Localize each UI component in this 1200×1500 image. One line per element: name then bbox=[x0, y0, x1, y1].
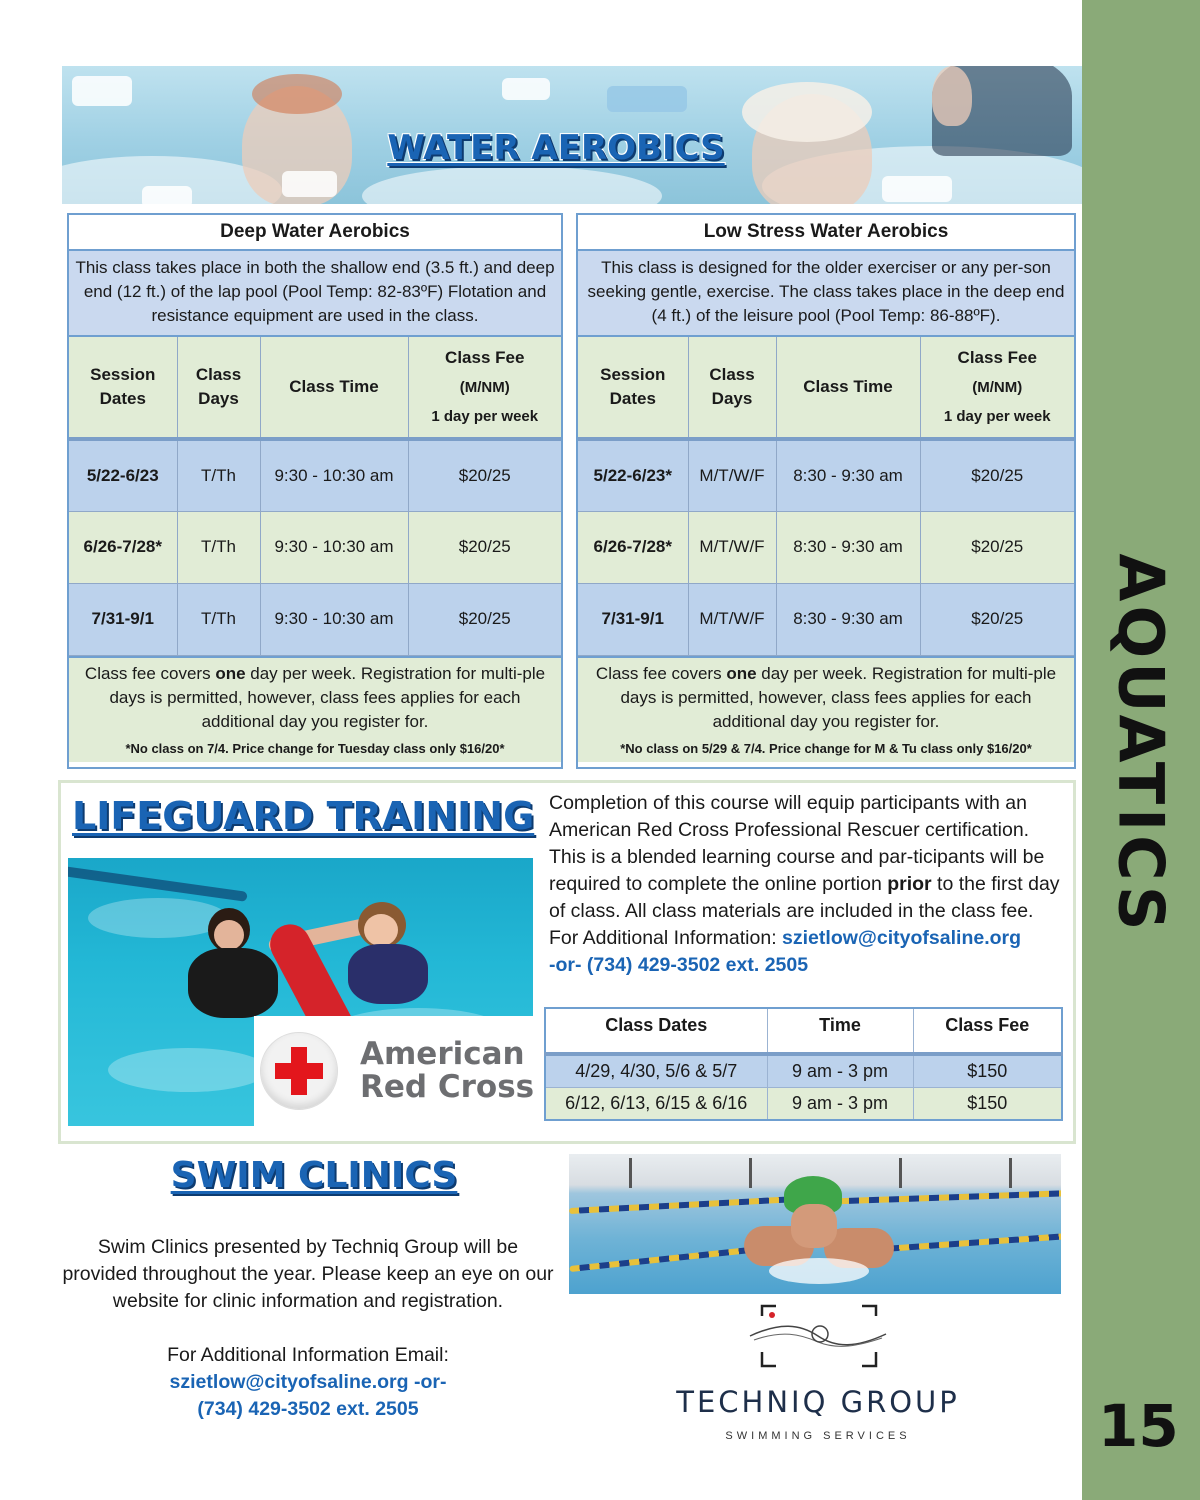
swim-clinics-email-link[interactable]: szietlow@cityofsaline.org -or- bbox=[169, 1371, 447, 1393]
table-row bbox=[578, 439, 1074, 511]
panel-footer: Class fee covers one day per week. Registration for multi-ple days is permitted, however, class fees applies for each additional day you register for. *No class on 7/4. Price change for Tuesday class only $16/20* bbox=[69, 656, 561, 762]
lifeguard-email-link[interactable]: szietlow@cityofsaline.org bbox=[782, 927, 1022, 949]
swimmer-photo bbox=[569, 1154, 1061, 1294]
class-fee: $20/25 bbox=[408, 439, 561, 511]
swim-clinics-description: Swim Clinics presented by Techniq Group will be provided throughout the year. Please keep an eye on our website for clinic information and registration. bbox=[62, 1236, 554, 1312]
class-time: 9:30 - 10:30 am bbox=[260, 439, 408, 511]
class-days: M/T/W/F bbox=[688, 439, 776, 511]
schedule-table bbox=[69, 337, 561, 656]
session-dates: 6/26-7/28* bbox=[578, 511, 688, 583]
col-class-fee: Class Fee (M/NM) 1 day per week bbox=[408, 337, 561, 439]
class-fee: $20/25 bbox=[920, 583, 1074, 655]
session-dates: 5/22-6/23* bbox=[578, 439, 688, 511]
col-class-time: Class Time bbox=[260, 337, 408, 439]
techniq-group-name: TECHNIQ GROUP bbox=[676, 1385, 960, 1419]
table-row bbox=[578, 511, 1074, 583]
swim-clinics-title: SWIM CLINICS bbox=[170, 1155, 458, 1196]
class-dates: 6/12, 6/13, 6/15 & 6/16 bbox=[545, 1087, 767, 1120]
class-time: 9 am - 3 pm bbox=[767, 1087, 913, 1120]
panel-heading: Low Stress Water Aerobics bbox=[578, 215, 1074, 251]
panel-description: This class is designed for the older exerciser or any per-son seeking gentle, exercise. The class takes place in the deep end (4 ft.) of the leisure pool (Pool Temp: 86-88ºF). bbox=[578, 251, 1074, 337]
section-tab-label: AQUATICS bbox=[1104, 553, 1178, 935]
session-dates: 7/31-9/1 bbox=[578, 583, 688, 655]
col-class-fee: Class Fee bbox=[913, 1008, 1062, 1054]
class-time: 8:30 - 9:30 am bbox=[776, 583, 920, 655]
class-dates: 4/29, 4/30, 5/6 & 5/7 bbox=[545, 1054, 767, 1087]
class-time: 8:30 - 9:30 am bbox=[776, 439, 920, 511]
class-days: M/T/W/F bbox=[688, 511, 776, 583]
class-time: 8:30 - 9:30 am bbox=[776, 511, 920, 583]
class-days: T/Th bbox=[177, 511, 260, 583]
col-class-days: Class Days bbox=[688, 337, 776, 439]
session-dates: 5/22-6/23 bbox=[69, 439, 177, 511]
class-fee: $20/25 bbox=[920, 439, 1074, 511]
class-time: 9:30 - 10:30 am bbox=[260, 511, 408, 583]
lifeguard-phone: -or- (734) 429-3502 ext. 2505 bbox=[549, 954, 809, 976]
techniq-swimmer-mark bbox=[650, 1300, 990, 1450]
panel-heading: Deep Water Aerobics bbox=[69, 215, 561, 251]
deep-water-aerobics-panel bbox=[67, 213, 563, 769]
water-aerobics-title: WATER AEROBICS bbox=[387, 128, 725, 168]
col-time: Time bbox=[767, 1008, 913, 1054]
col-class-fee: Class Fee (M/NM) 1 day per week bbox=[920, 337, 1074, 439]
col-class-days: Class Days bbox=[177, 337, 260, 439]
session-dates: 7/31-9/1 bbox=[69, 583, 177, 655]
col-class-dates: Class Dates bbox=[545, 1008, 767, 1054]
class-fee: $150 bbox=[913, 1054, 1062, 1087]
col-session-dates: Session Dates bbox=[578, 337, 688, 439]
lifeguard-description: Completion of this course will equip participants with an American Red Cross Professional Rescuer certification. This is a blended learning course and par-ticipants will be required to complete the online portion prior to the first day of class. All class materials are included in the class fee. For Additional Information: szietlow@cityofsaline.org -or- (734) 429-3502 ext. 2505 bbox=[549, 792, 1060, 976]
red-cross-logo-text: American Red Cross bbox=[360, 1036, 535, 1105]
panel-note: *No class on 7/4. Price change for Tuesday class only $16/20* bbox=[125, 740, 505, 756]
class-time: 9 am - 3 pm bbox=[767, 1054, 913, 1087]
table-row bbox=[578, 583, 1074, 655]
class-fee: $20/25 bbox=[920, 511, 1074, 583]
low-stress-water-aerobics-panel bbox=[576, 213, 1076, 769]
class-days: M/T/W/F bbox=[688, 583, 776, 655]
table-row bbox=[69, 511, 561, 583]
col-session-dates: Session Dates bbox=[69, 337, 177, 439]
panel-note: *No class on 5/29 & 7/4. Price change for M & Tu class only $16/20* bbox=[620, 740, 1032, 756]
lifeguard-title: LIFEGUARD TRAINING bbox=[72, 794, 535, 838]
class-time: 9:30 - 10:30 am bbox=[260, 583, 408, 655]
table-row bbox=[69, 439, 561, 511]
class-days: T/Th bbox=[177, 439, 260, 511]
col-class-time: Class Time bbox=[776, 337, 920, 439]
table-row bbox=[545, 1054, 1062, 1087]
techniq-group-subtitle: SWIMMING SERVICES bbox=[725, 1430, 911, 1442]
table-row bbox=[545, 1087, 1062, 1120]
session-dates: 6/26-7/28* bbox=[69, 511, 177, 583]
swim-clinics-phone: (734) 429-3502 ext. 2505 bbox=[197, 1398, 419, 1420]
lifeguard-schedule-table bbox=[544, 1007, 1063, 1121]
panel-footer: Class fee covers one day per week. Registration for multi-ple days is permitted, however, class fees applies for each additional day you register for. *No class on 5/29 & 7/4. Price change for M & Tu class only $16/20* bbox=[578, 656, 1074, 762]
class-fee: $150 bbox=[913, 1087, 1062, 1120]
panel-description: This class takes place in both the shallow end (3.5 ft.) and deep end (12 ft.) of the lap pool (Pool Temp: 82-83ºF) Flotation and resistance equipment are used in the class. bbox=[69, 251, 561, 337]
swim-clinics-contact: For Additional Information Email: szietlow@cityofsaline.org -or- (734) 429-3502 ext. 2505 bbox=[167, 1344, 449, 1420]
class-days: T/Th bbox=[177, 583, 260, 655]
table-row bbox=[69, 583, 561, 655]
class-fee: $20/25 bbox=[408, 583, 561, 655]
class-fee: $20/25 bbox=[408, 511, 561, 583]
techniq-group-logo bbox=[650, 1300, 990, 1450]
schedule-table bbox=[578, 337, 1074, 656]
page-number: 15 bbox=[1098, 1392, 1179, 1460]
